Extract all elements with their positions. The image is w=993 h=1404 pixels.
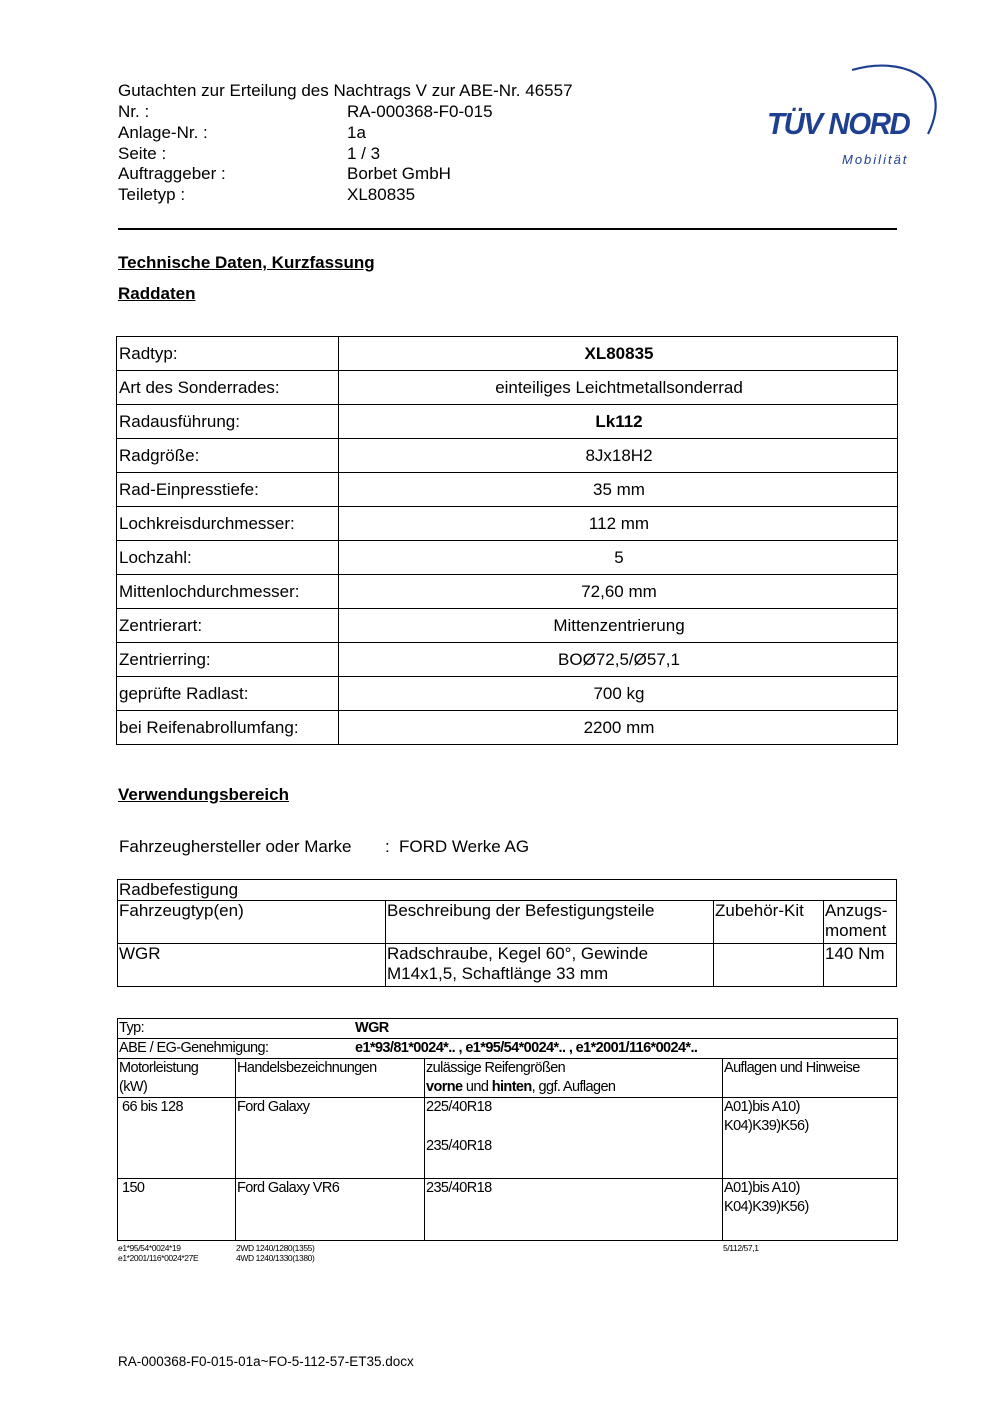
fine-print-line: 2WD 1240/1280(1355) [236, 1243, 315, 1253]
raddaten-label: Lochzahl: [117, 541, 339, 575]
hersteller-line [119, 837, 530, 857]
raddaten-row [117, 337, 898, 371]
header-value: Borbet GmbH [347, 164, 451, 183]
raddaten-label: Radausführung: [117, 405, 339, 439]
raddaten-row [117, 405, 898, 439]
fine-print-line: e1*95/54*0024*19 [118, 1243, 181, 1253]
header-line: Anzugs- [825, 901, 888, 920]
header-label: Teiletyp : [118, 185, 186, 204]
col-header-zubehoer-kit: Zubehör-Kit [714, 901, 824, 944]
fine-print-col1 [118, 1243, 198, 1263]
header-row-nr [118, 102, 618, 123]
fine-print-col2 [236, 1243, 314, 1263]
cell-zubehoer-kit [714, 944, 824, 987]
raddaten-label: Radgröße: [117, 439, 339, 473]
cell-motorleistung: 66 bis 128 [118, 1098, 236, 1179]
raddaten-value: Mittenzentrierung [339, 609, 898, 643]
header-divider [118, 228, 897, 230]
header-row-auftraggeber [118, 164, 618, 185]
notes-line: K04)K39)K56) [724, 1118, 809, 1134]
typ-label: Typ: [119, 1020, 144, 1036]
header-line [426, 1078, 722, 1097]
header-label: Anlage-Nr. : [118, 123, 208, 142]
header-hinten: hinten [491, 1079, 532, 1095]
raddaten-value: 72,60 mm [339, 575, 898, 609]
cell-handelsbezeichnung: Ford Galaxy VR6 [236, 1179, 425, 1241]
raddaten-row [117, 371, 898, 405]
header-auflagen-suffix: , ggf. Auflagen [531, 1079, 616, 1095]
fine-print-line: 4WD 1240/1330(1380) [236, 1253, 315, 1263]
raddaten-row [117, 711, 898, 745]
raddaten-value: einteiliges Leichtmetallsonderrad [339, 371, 898, 405]
typ-value: WGR [355, 1020, 389, 1036]
hersteller-label: Fahrzeughersteller oder Marke [119, 837, 352, 856]
header-label: Auftraggeber : [118, 164, 226, 183]
raddaten-label: Zentrierart: [117, 609, 339, 643]
header-vorne: vorne [426, 1079, 463, 1095]
document-title: Gutachten zur Erteilung des Nachtrags V zur ABE-Nr. 46557 [118, 81, 573, 100]
col-header-beschreibung: Beschreibung der Befestigungsteile [386, 901, 714, 944]
col-header-motorleistung [118, 1059, 236, 1098]
raddaten-value: 35 mm [339, 473, 898, 507]
raddaten-label: Rad-Einpresstiefe: [117, 473, 339, 507]
typ-table [117, 1018, 898, 1241]
raddaten-row [117, 541, 898, 575]
raddaten-row [117, 439, 898, 473]
header-line: (kW) [119, 1079, 148, 1095]
col-header-fahrzeugtyp: Fahrzeugtyp(en) [118, 901, 386, 944]
raddaten-row [117, 507, 898, 541]
header-line: zulässige Reifengrößen [426, 1060, 566, 1076]
header-value: 1a [347, 123, 366, 142]
col-header-reifengroessen [425, 1059, 723, 1098]
raddaten-row [117, 677, 898, 711]
fine-print-col3: 5/112/57,1 [723, 1243, 759, 1253]
raddaten-label: bei Reifenabrollumfang: [117, 711, 339, 745]
header-value: XL80835 [347, 185, 416, 204]
raddaten-row [117, 473, 898, 507]
header-value: RA-000368-F0-015 [347, 102, 493, 121]
notes-line: A01)bis A10) [724, 1099, 800, 1115]
raddaten-value: XL80835 [339, 337, 898, 371]
hersteller-separator: : [385, 837, 390, 856]
header-und: und [462, 1079, 492, 1095]
raddaten-row [117, 575, 898, 609]
header-row-teiletyp [118, 185, 618, 206]
cell-auflagen [723, 1098, 898, 1179]
radbefestigung-title: Radbefestigung [118, 880, 897, 901]
section-verwendungsbereich: Verwendungsbereich [118, 785, 289, 804]
abe-row [118, 1039, 898, 1059]
notes-line: A01)bis A10) [724, 1180, 800, 1196]
header-row-anlage [118, 123, 618, 144]
tyre-line: 235/40R18 [426, 1138, 492, 1154]
cell-reifengroessen [425, 1098, 723, 1179]
cell-handelsbezeichnung: Ford Galaxy [236, 1098, 425, 1179]
logo-brand: TÜV NORD [767, 106, 910, 141]
header-label: Nr. : [118, 102, 150, 121]
raddaten-value: 5 [339, 541, 898, 575]
tyre-line: 235/40R18 [426, 1180, 492, 1196]
section-raddaten: Raddaten [118, 284, 196, 303]
col-header-anzugsmoment [824, 901, 897, 944]
logo-subtitle: Mobilität [842, 152, 909, 167]
cell-auflagen [723, 1179, 898, 1241]
raddaten-label: geprüfte Radlast: [117, 677, 339, 711]
col-header-handelsbezeichnungen: Handelsbezeichnungen [236, 1059, 425, 1098]
cell-beschreibung [386, 944, 714, 987]
abe-label: ABE / EG-Genehmigung: [119, 1040, 269, 1056]
raddaten-label: Zentrierring: [117, 643, 339, 677]
raddaten-row [117, 643, 898, 677]
raddaten-row [117, 609, 898, 643]
header-line: moment [825, 921, 887, 940]
header-line: Motorleistung [119, 1060, 199, 1076]
raddaten-value: Lk112 [339, 405, 898, 439]
raddaten-value: 8Jx18H2 [339, 439, 898, 473]
tuev-nord-logo [760, 58, 945, 173]
cell-motorleistung: 150 [118, 1179, 236, 1241]
desc-line: M14x1,5, Schaftlänge 33 mm [387, 964, 609, 983]
fine-print-line: e1*2001/116*0024*27E [118, 1253, 199, 1263]
raddaten-value: 2200 mm [339, 711, 898, 745]
tyre-line: 225/40R18 [426, 1099, 492, 1115]
cell-fahrzeugtyp: WGR [118, 944, 386, 987]
header-label: Seite : [118, 144, 167, 163]
header-row-seite [118, 144, 618, 165]
cell-reifengroessen [425, 1179, 723, 1241]
raddaten-label: Radtyp: [117, 337, 339, 371]
abe-value: e1*93/81*0024*.. , e1*95/54*0024*.. , e1*2001/116*0024*.. [355, 1040, 698, 1056]
raddaten-table [116, 336, 898, 745]
footer-filename: RA-000368-F0-015-01a~FO-5-112-57-ET35.docx [118, 1354, 414, 1369]
raddaten-label: Mittenlochdurchmesser: [117, 575, 339, 609]
radbefestigung-table [117, 879, 897, 987]
col-header-auflagen: Auflagen und Hinweise [723, 1059, 898, 1098]
raddaten-value: 700 kg [339, 677, 898, 711]
cell-anzugsmoment: 140 Nm [824, 944, 897, 987]
typ-row [118, 1019, 898, 1039]
raddaten-label: Lochkreisdurchmesser: [117, 507, 339, 541]
raddaten-value: 112 mm [339, 507, 898, 541]
raddaten-label: Art des Sonderrades: [117, 371, 339, 405]
notes-line: K04)K39)K56) [724, 1199, 809, 1215]
header-value: 1 / 3 [347, 144, 381, 163]
hersteller-value: FORD Werke AG [399, 837, 530, 856]
section-technische-daten: Technische Daten, Kurzfassung [118, 253, 375, 272]
raddaten-value: BOØ72,5/Ø57,1 [339, 643, 898, 677]
desc-line: Radschraube, Kegel 60°, Gewinde [387, 944, 649, 963]
